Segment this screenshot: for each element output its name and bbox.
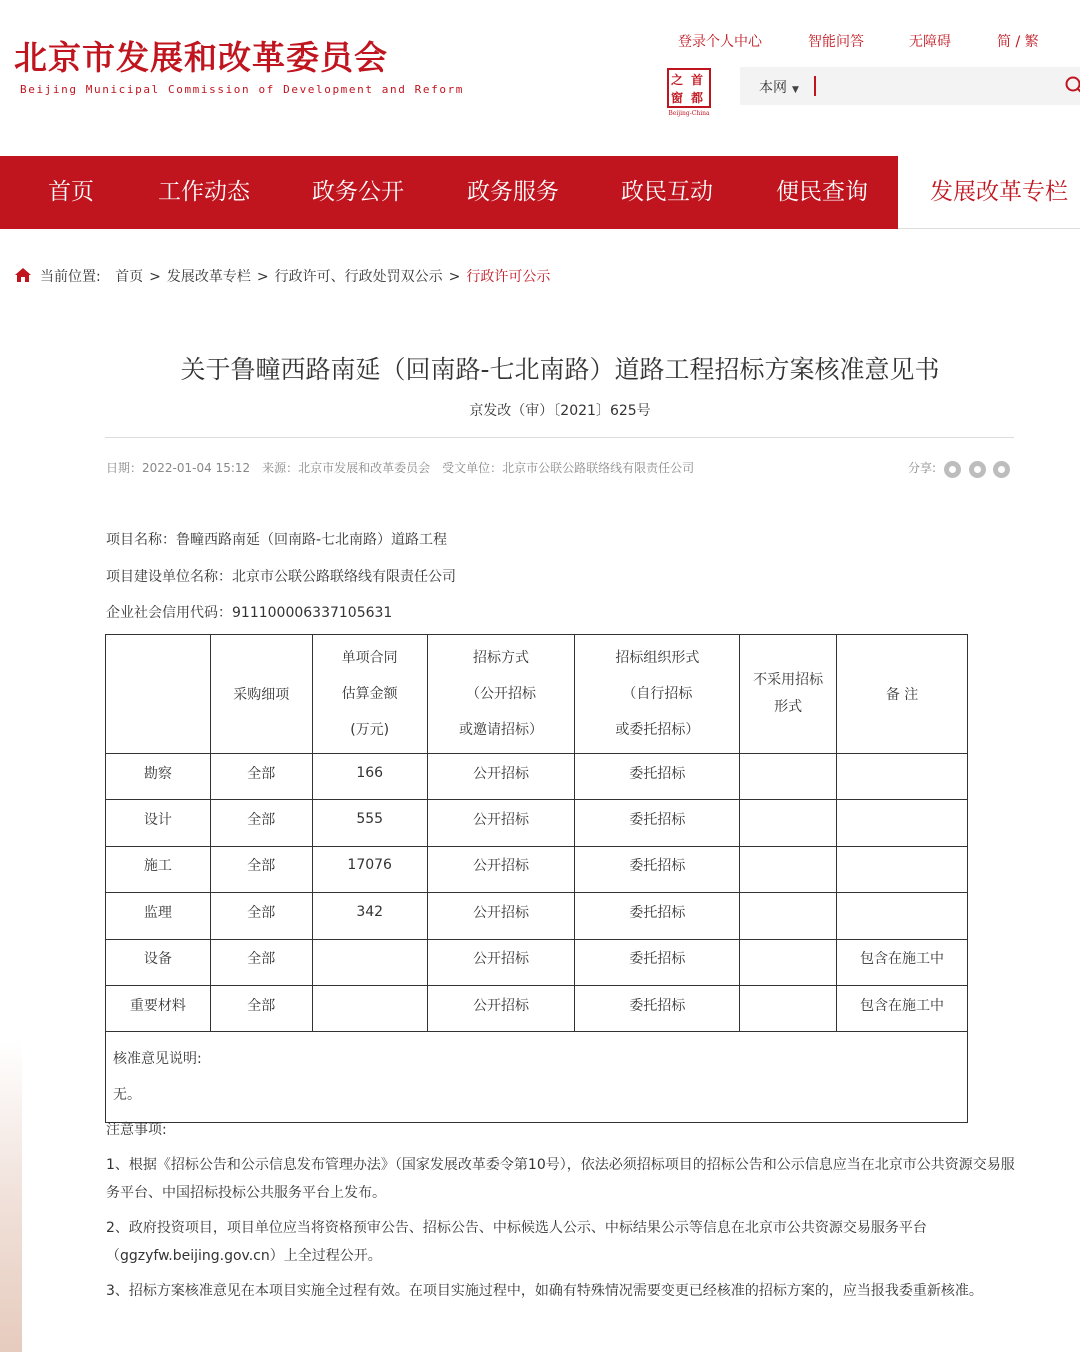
nav-item-gov-affairs-open[interactable]: 政务公开 <box>312 179 404 205</box>
header-line: 形式 <box>774 699 803 715</box>
table-cell <box>740 985 837 1031</box>
article-source: 来源：北京市发展和改革委员会 <box>262 461 431 475</box>
nav-item-reform-column[interactable]: 发展改革专栏 <box>898 156 1080 229</box>
header-line: 或邀请招标） <box>459 722 544 738</box>
table-cell: 委托招标 <box>575 846 740 892</box>
capital-window-seal[interactable] <box>665 68 713 118</box>
nav-item-gov-services[interactable]: 政务服务 <box>467 179 559 205</box>
nav-item-work-news[interactable]: 工作动态 <box>158 179 250 205</box>
table-cell: 委托招标 <box>575 754 740 800</box>
table-header-row <box>106 635 968 754</box>
table-cell: 公开招标 <box>427 893 575 939</box>
seal-char: 窗 <box>671 91 684 105</box>
language-toggle-link[interactable]: 简 / 繁 <box>997 34 1039 50</box>
table-header-cell <box>575 635 740 754</box>
table-cell: 全部 <box>210 846 312 892</box>
breadcrumb-item-current[interactable]: 行政许可公示 <box>466 269 551 285</box>
table-cell: 342 <box>312 893 427 939</box>
article-meta <box>106 459 706 476</box>
header-line: 或委托招标） <box>615 722 700 738</box>
breadcrumb <box>14 266 550 288</box>
breadcrumb-item-home[interactable]: 首页 <box>115 269 144 285</box>
table-cell: 全部 <box>210 985 312 1031</box>
table-cell: 公开招标 <box>427 800 575 846</box>
search-icon[interactable] <box>1065 76 1080 96</box>
table-cell: 公开招标 <box>427 846 575 892</box>
header-line: 估算金额 <box>341 686 398 702</box>
table-header-cell <box>106 635 211 754</box>
table-row <box>106 939 968 985</box>
breadcrumb-label: 当前位置: <box>40 269 101 285</box>
table-cell: 全部 <box>210 939 312 985</box>
approval-note-label: 核准意见说明: <box>113 1051 202 1068</box>
table-note-row <box>106 1032 968 1123</box>
site-logo-cn[interactable]: 北京市发展和改革委员会 <box>14 38 388 77</box>
approval-note-cell <box>106 1032 968 1123</box>
table-cell: 公开招标 <box>427 939 575 985</box>
smart-qa-link[interactable]: 智能问答 <box>808 34 864 50</box>
table-cell: 重要材料 <box>106 985 211 1031</box>
table-cell <box>740 800 837 846</box>
breadcrumb-item-reform[interactable]: 发展改革专栏 <box>166 269 251 285</box>
site-logo-en: Beijing Municipal Commission of Development and Reform <box>20 83 465 96</box>
bidding-plan-table <box>105 634 968 1123</box>
table-header-cell: 采购细项 <box>210 635 312 754</box>
table-cell <box>740 846 837 892</box>
article-recipient: 受文单位：北京市公联公路联络线有限责任公司 <box>442 461 695 475</box>
table-cell: 设备 <box>106 939 211 985</box>
table-cell: 勘察 <box>106 754 211 800</box>
table-cell: 公开招标 <box>427 754 575 800</box>
header-line: 单项合同 <box>341 650 398 666</box>
table-cell: 全部 <box>210 893 312 939</box>
background-decoration <box>0 1040 22 1352</box>
main-nav <box>0 156 1080 229</box>
table-header-cell <box>740 635 837 754</box>
table-cell <box>837 754 968 800</box>
login-link[interactable]: 登录个人中心 <box>678 34 762 50</box>
favorite-share-icon[interactable] <box>993 461 1010 478</box>
nav-item-public-query[interactable]: 便民查询 <box>776 179 868 205</box>
header-line: 招标方式 <box>473 650 530 666</box>
table-header-cell <box>312 635 427 754</box>
notice-item: 3、招标方案核准意见在本项目实施全过程有效。在项目实施过程中，如确有特殊情况需要变更已经核准的招标方案的，应当报我委重新核准。 <box>106 1283 983 1299</box>
share-label: 分享: <box>908 461 937 475</box>
header-line: (万元) <box>350 722 390 738</box>
table-cell: 全部 <box>210 800 312 846</box>
table-row <box>106 800 968 846</box>
search-bar <box>740 67 1080 105</box>
table-cell: 监理 <box>106 893 211 939</box>
nav-item-home[interactable]: 首页 <box>48 179 94 205</box>
project-builder: 项目建设单位名称：北京市公联公路联络线有限责任公司 <box>106 569 456 585</box>
table-cell <box>312 985 427 1031</box>
table-cell: 166 <box>312 754 427 800</box>
table-cell: 包含在施工中 <box>837 939 968 985</box>
table-cell: 全部 <box>210 754 312 800</box>
nav-item-interaction[interactable]: 政民互动 <box>621 179 713 205</box>
table-cell <box>740 754 837 800</box>
wechat-share-icon[interactable] <box>944 461 961 478</box>
table-cell: 委托招标 <box>575 893 740 939</box>
text-cursor <box>814 76 816 96</box>
notice-item: 1、根据《招标公告和公示信息发布管理办法》（国家发展改革委令第10号），依法必须招标项目的招标公告和公示信息应当在北京市公共资源交易服务平台、中国招标投标公共服务平台上发布。 <box>106 1157 1015 1201</box>
table-cell <box>312 939 427 985</box>
seal-char: 首 <box>691 73 704 87</box>
document-number: 京发改（审）〔2021〕625号 <box>469 403 651 419</box>
publish-date: 日期：2022-01-04 15:12 <box>106 461 251 475</box>
search-input[interactable] <box>820 73 1050 99</box>
seal-caption: Beijing-China <box>668 110 710 117</box>
seal-char: 都 <box>691 91 704 105</box>
table-row <box>106 846 968 892</box>
notice-item: 2、政府投资项目，项目单位应当将资格预审公告、招标公告、中标候选人公示、中标结果公示等信息在北京市公共资源交易服务平台（ggzyfw.beijing.gov.cn）上全过程公开。 <box>106 1220 927 1264</box>
breadcrumb-separator: > <box>256 269 269 285</box>
breadcrumb-separator: > <box>149 269 161 285</box>
search-scope-select[interactable] <box>759 77 799 97</box>
table-cell <box>837 893 968 939</box>
divider <box>105 437 1014 438</box>
weibo-share-icon[interactable] <box>969 461 986 478</box>
table-cell: 设计 <box>106 800 211 846</box>
header-line: 招标组织形式 <box>615 650 700 666</box>
table-cell: 555 <box>312 800 427 846</box>
site-header <box>0 0 1080 156</box>
project-name: 项目名称：鲁疃西路南延（回南路-七北南路）道路工程 <box>106 532 448 548</box>
top-links <box>0 31 1080 51</box>
credit-code: 企业社会信用代码：911100006337105631 <box>106 605 393 621</box>
seal-box <box>667 68 711 108</box>
breadcrumb-separator: > <box>448 269 461 285</box>
accessibility-link[interactable]: 无障碍 <box>909 34 951 50</box>
search-scope-label: 本网 <box>759 80 787 96</box>
table-row <box>106 754 968 800</box>
home-icon <box>14 267 32 283</box>
table-cell: 17076 <box>312 846 427 892</box>
table-cell <box>740 939 837 985</box>
breadcrumb-item-double-publicity[interactable]: 行政许可、行政处罚双公示 <box>274 269 443 285</box>
table-row <box>106 893 968 939</box>
table-cell: 委托招标 <box>575 800 740 846</box>
table-cell: 包含在施工中 <box>837 985 968 1031</box>
table-cell: 施工 <box>106 846 211 892</box>
approval-note-text: 无。 <box>113 1087 141 1104</box>
chevron-down-icon: ▼ <box>792 85 799 95</box>
header-line: （公开招标 <box>466 686 537 702</box>
table-cell <box>837 800 968 846</box>
table-header-cell: 备 注 <box>837 635 968 754</box>
notice-title: 注意事项: <box>106 1122 167 1138</box>
table-cell <box>837 846 968 892</box>
header-line: （自行招标 <box>622 686 693 702</box>
table-cell <box>740 893 837 939</box>
table-cell: 公开招标 <box>427 985 575 1031</box>
table-cell: 委托招标 <box>575 985 740 1031</box>
header-line: 不采用招标 <box>753 672 824 688</box>
article-title: 关于鲁疃西路南延（回南路-七北南路）道路工程招标方案核准意见书 <box>180 355 940 384</box>
seal-char: 之 <box>671 73 684 87</box>
table-cell: 委托招标 <box>575 939 740 985</box>
table-row <box>106 985 968 1031</box>
table-header-cell <box>427 635 575 754</box>
